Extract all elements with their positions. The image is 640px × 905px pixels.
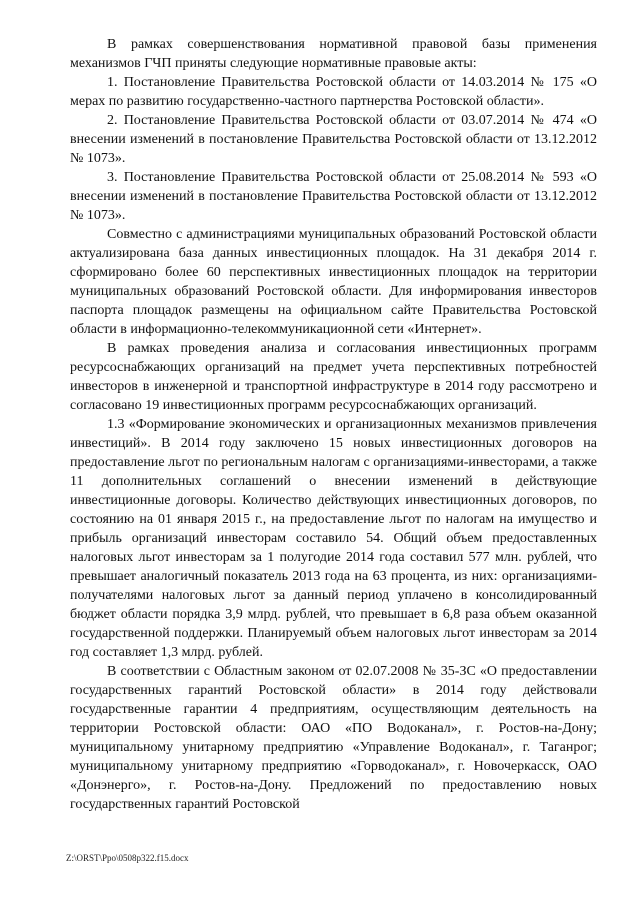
paragraph-intro: В рамках совершенствования нормативной правовой базы применения механизмов ГЧП приняты следующие нормативные правовые акты: <box>70 37 597 71</box>
paragraph-state-guarantees: В соответствии с Областным законом от 02.07.2008 № 35-ЗС «О предоставлении государственных гарантий Ростовской области» в 2014 году действовали государственные гарантии 4 предприятиям, осуществляющим деятельность на территории Ростовской области: ОАО «ПО Водоканал», г. Ростов-на-Дону; муниципальному унитарному предприятию «Управление Водоканал», г. Таганрог; муниципальному унитарному предприятию «Горводоканал», г. Новочеркасск, ОАО «Донэнерго», г. Ростов-на-Дону. Предложений по предоставлению новых государственных гарантий Ростовской <box>70 664 597 812</box>
document-body <box>70 35 597 814</box>
footer-file-path: Z:\ORST\Ppo\0508p322.f15.docx <box>66 853 189 863</box>
paragraph-investment-programs: В рамках проведения анализа и согласования инвестиционных программ ресурсоснабжающих организаций на предмет учета перспективных потребностей инвесторов в инженерной и транспортной инфраструктуре в 2014 году рассмотрено и согласовано 19 инвестиционных программ ресурсоснабжающих организаций. <box>70 341 597 413</box>
paragraph-act-3: 3. Постановление Правительства Ростовской области от 25.08.2014 № 593 «О внесении изменений в постановление Правительства Ростовской области от 13.12.2012 № 1073». <box>70 170 597 223</box>
paragraph-act-2: 2. Постановление Правительства Ростовской области от 03.07.2014 № 474 «О внесении изменений в постановление Правительства Ростовской области от 13.12.2012 № 1073». <box>70 113 597 166</box>
paragraph-act-1: 1. Постановление Правительства Ростовской области от 14.03.2014 № 175 «О мерах по развитию государственно-частного партнерства Ростовской области». <box>70 75 597 109</box>
paragraph-investment-sites: Совместно с администрациями муниципальных образований Ростовской области актуализирована база данных инвестиционных площадок. На 31 декабря 2014 г. сформировано более 60 перспективных инвестиционных площадок на территории муниципальных образований Ростовской области. Для информирования инвесторов паспорта площадок размещены на официальном сайте Правительства Ростовской области в информационно-телекоммуникационной сети «Интернет». <box>70 227 597 337</box>
paragraph-section-1-3: 1.3 «Формирование экономических и организационных механизмов привлечения инвестиций». В 2014 году заключено 15 новых инвестиционных договоров на предоставление льгот по региональным налогам с организациями-инвесторами, а также 11 дополнительных соглашений о внесении изменений в действующие инвестиционные договоры. Количество действующих инвестиционных договоров, по состоянию на 01 января 2015 г., на предоставление льгот по налогам на имущество и прибыль организаций инвесторам составило 54. Общий объем предоставленных налоговых льгот инвесторам за 1 полугодие 2014 года составил 577 млн. рублей, что превышает аналогичный показатель 2013 года на 63 процента, из них: организациями-получателями налоговых льгот за данный период уплачено в консолидированный бюджет области порядка 3,9 млрд. рублей, что превышает в 6,8 раза объем оказанной государственной поддержки. Планируемый объем налоговых льгот инвесторам за 2014 год составляет 1,3 млрд. рублей. <box>70 417 597 660</box>
